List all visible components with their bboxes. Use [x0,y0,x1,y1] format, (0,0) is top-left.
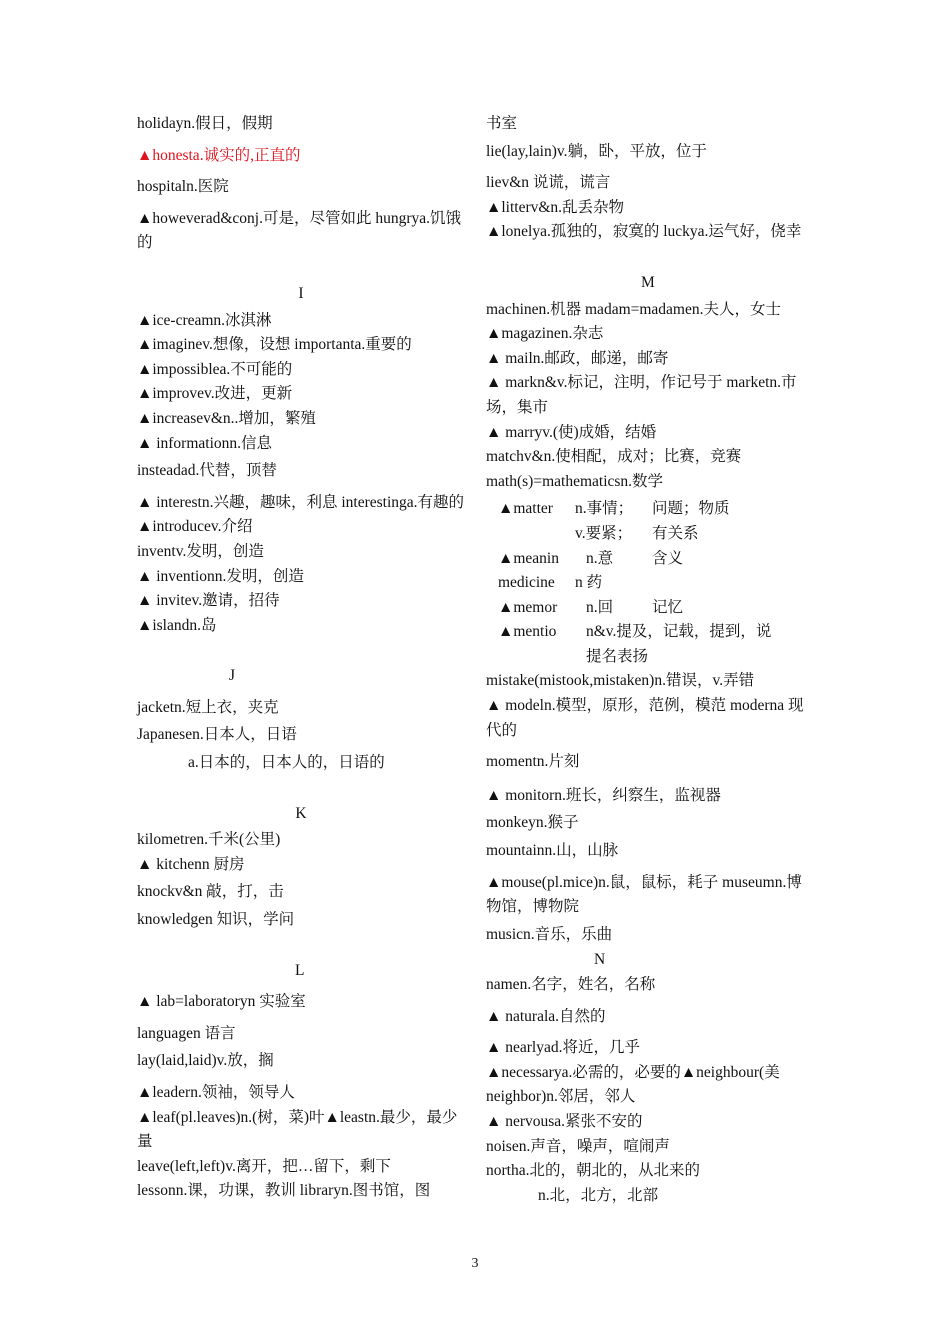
entry-north-noun: n.北，北方，北部 [538,1186,659,1204]
matter-word: ▲matter [498,500,553,518]
entry-language: languagen 语言 [137,1024,236,1042]
entry-invite: ▲ invitev.邀请，招待 [137,592,280,610]
entry-leader: ▲leadern.领袖，领导人 [137,1084,295,1101]
memory-chinese: 记忆 [652,598,684,616]
meaning-noun: n.意 [586,549,614,567]
entry-jacket: jacketn.短上衣，夹克 [137,698,279,716]
entry-monkey: monkeyn.猴子 [486,814,579,832]
entry-nearly: ▲ nearlyad.将近，几乎 [486,1039,640,1057]
entry-lay: lay(laid,laid)v.放，搁 [137,1052,274,1070]
meaning-word: ▲meanin [498,549,559,567]
entry-ice-cream: ▲ice-creamn.冰淇淋 [137,311,272,329]
entry-mouse: ▲mouse(pl.mice)n.鼠，鼠标，耗子 museumn.博物馆，博物院 [486,873,802,916]
entry-leaf: ▲leaf(pl.leaves)n.(树，菜)叶▲leastn.最少，最少量 [137,1108,458,1151]
entry-impossible: ▲impossiblea.不可能的 [137,360,293,378]
entry-memory [486,596,811,621]
entry-music: musicn.音乐，乐曲 [486,925,613,943]
entry-hospital: hospitaln.医院 [137,178,229,196]
meaning-chinese: 含义 [652,549,684,567]
entry-medicine [486,571,811,596]
entry-lab: ▲ lab=laboratoryn 实验室 [137,993,306,1011]
entry-model: ▲ modeln.模型，原形，范例，模范 moderna 现代的 [486,697,804,739]
entry-invent: inventv.发明，创造 [137,542,264,560]
entry-matter [486,497,811,522]
entry-north: northa.北的，朝北的，从北来的 [486,1162,700,1180]
mention-noun: n&v.提及，记载，提到，说 [586,623,772,641]
entry-mention-2 [486,645,811,670]
entry-leave: leave(left,left)v.离开，把…留下，剩下 [137,1157,391,1175]
entry-information: ▲ informationn.信息 [137,434,273,452]
medicine-noun: n 药 [575,574,603,592]
entry-name: namen.名字，姓名，名称 [486,976,656,993]
memory-noun: n.回 [586,598,614,616]
entry-meaning [486,547,811,572]
entry-lie-noun: liev&n 说谎，谎言 [486,174,611,192]
entry-invention: ▲ inventionn.发明，创造 [137,567,304,585]
matter-noun: n.事情； [575,500,634,518]
right-column [486,112,811,1208]
entry-mention [486,620,811,645]
entry-match: matchv&n.使相配，成对；比赛，竞赛 [486,448,742,466]
matter-verb: v.要紧； [575,524,633,542]
entry-knowledge: knowledgen 知识，学问 [137,911,295,929]
left-column [137,112,465,1204]
entry-math: math(s)=mathematicsn.数学 [486,472,664,490]
entry-imagine: ▲imaginev.想像，设想 importanta.重要的 [137,336,412,354]
entry-honest: ▲honesta.诚实的,正直的 [137,146,301,164]
entry-noise: noisen.声音，噪声，喧闹声 [486,1137,670,1155]
entry-interest: ▲ interestn.兴趣，趣味，利息 interestinga.有趣的 [137,493,465,511]
entry-magazine: ▲magazinen.杂志 [486,325,604,343]
entry-kitchen: ▲ kitchenn 厨房 [137,855,245,873]
entry-increase: ▲increasev&n..增加，繁殖 [137,409,316,427]
entry-kilometre: kilometren.千米(公里) [137,831,281,849]
entry-knock: knockv&n 敲，打，击 [137,883,284,901]
entry-nervous: ▲ nervousa.紧张不安的 [486,1112,643,1130]
entry-japanese: Japanesen.日本人，日语 [137,726,297,744]
entry-marry: ▲ marryv.(使)成婚，结婚 [486,423,657,441]
entry-lie: lie(lay,lain)v.躺，卧，平放，位于 [486,142,707,160]
entry-instead: insteadad.代替，顶替 [137,462,277,480]
entry-holiday: holidayn.假日，假期 [137,115,273,132]
entry-lesson: lessonn.课，功课，教训 libraryn.图书馆，图 [137,1182,431,1200]
entry-introduce: ▲introducev.介绍 [137,518,253,536]
entry-japanese-adj: a.日本的，日本人的，日语的 [188,754,385,772]
mention-noun-2: 提名表扬 [586,647,649,665]
section-heading-n: N [594,951,606,969]
medicine-word: medicine [498,574,555,592]
entry-moment: momentn.片刻 [486,753,580,771]
entry-improve: ▲improvev.改进，更新 [137,385,293,403]
entry-matter-verb [486,522,811,547]
entry-litter: ▲litterv&n.乱丢杂物 [486,198,625,216]
entry-lonely: ▲lonelya.孤独的，寂寞的 luckya.运气好，侥幸 [486,223,802,241]
section-heading-m: M [641,273,655,291]
entry-necessary: ▲necessarya.必需的，必要的▲neighbour(美 neighbor)n.邻居，邻人 [486,1063,780,1106]
matter-noun-2: 问题；物质 [652,500,730,518]
section-heading-k: K [295,804,307,822]
entry-machine: machinen.机器 madam=madamen.夫人，女士 [486,300,781,318]
entry-mark: ▲ markn&v.标记，注明，作记号于 marketn.市场，集市 [486,374,797,416]
section-heading-j: J [229,667,236,685]
entry-mountain: mountainn.山，山脉 [486,842,619,860]
entry-natural: ▲ naturala.自然的 [486,1007,606,1025]
page-number: 3 [471,1256,479,1271]
entry-however: ▲howeverad&conj.可是，尽管如此 hungrya.饥饿的 [137,209,461,252]
entry-mail: ▲ mailn.邮政，邮递，邮寄 [486,349,669,367]
entry-monitor: ▲ monitorn.班长，纠察生，监视器 [486,786,721,804]
memory-word: ▲memor [498,598,558,616]
entry-mistake: mistake(mistook,mistaken)n.错误，v.弄错 [486,672,755,690]
section-heading-l: L [295,961,305,979]
entry-shushi: 书室 [486,115,518,132]
entry-island: ▲islandn.岛 [137,616,217,634]
section-heading-i: I [298,284,304,302]
matter-verb-2: 有关系 [652,524,699,542]
mention-word: ▲mentio [498,623,557,641]
